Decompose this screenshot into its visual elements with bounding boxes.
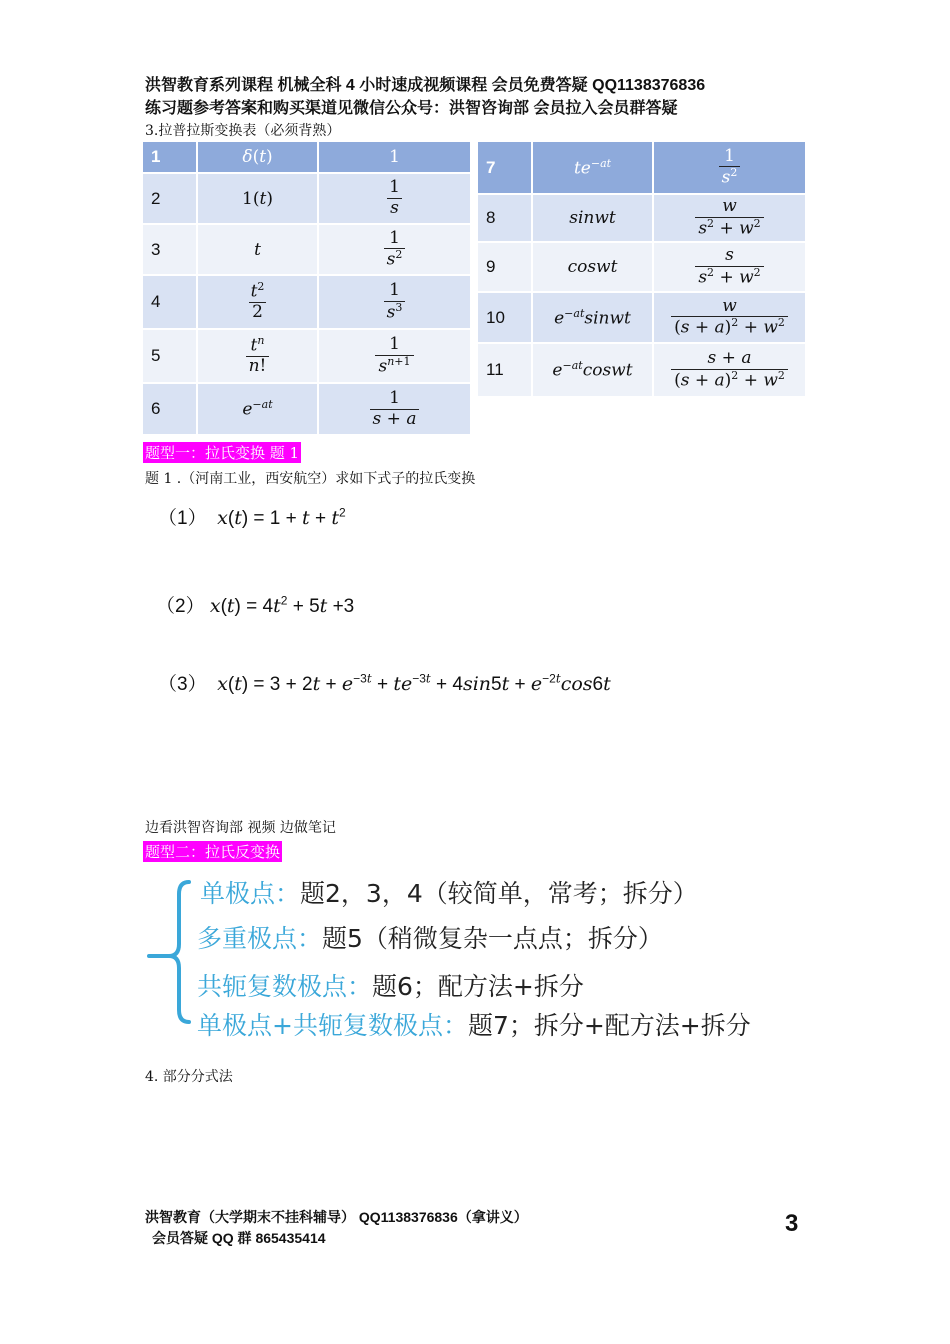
problem-type-1-tag: 题型一：拉氏变换 题 1	[145, 444, 300, 462]
time-function: $e^{-at}coswt$	[531, 342, 652, 396]
time-function: coswt	[531, 241, 652, 291]
footer-line-1: 洪智教育（大学期末不挂科辅导） QQ1138376836（拿讲义）	[145, 1209, 528, 1225]
table-row	[478, 342, 805, 396]
row-number: 9	[478, 241, 531, 291]
video-note: 边看洪智咨询部 视频 边做笔记	[145, 820, 336, 836]
row-number: 1	[143, 142, 196, 172]
row-number: 8	[478, 193, 531, 241]
row-number: 11	[478, 342, 531, 396]
laplace-function: $\frac{1}{s^{n+1}}$	[317, 328, 470, 382]
row-number: 3	[143, 223, 196, 274]
table-row	[478, 193, 805, 241]
mindmap-row-3	[197, 967, 584, 1003]
footer-line-2: 会员答疑 QQ 群 865435414	[152, 1230, 326, 1246]
equation-2: （2） $x(t) = 4t^2 + 5t +3$	[156, 593, 355, 617]
laplace-function: 1	[317, 142, 470, 172]
row-number: 6	[143, 382, 196, 434]
table-row	[143, 223, 470, 274]
laplace-function: $\frac{1}{s}$	[317, 172, 470, 223]
page-number: 3	[785, 1210, 799, 1237]
row-number: 7	[478, 142, 531, 193]
time-function: $e^{-at}sinwt$	[531, 291, 652, 342]
laplace-function: $\frac{1}{s^2}$	[317, 223, 470, 274]
mindmap-key: 多重极点：	[197, 924, 323, 953]
mindmap-bracket	[145, 870, 205, 1040]
row-number: 2	[143, 172, 196, 223]
equation-3: （3） $x(t) = 3 + 2t + e^{-3t} + te^{-3t} + 4\sin 5t + e^{-2t}\cos 6t$	[158, 671, 611, 695]
problem-1-intro: 题 1 .（河南工业，西安航空）求如下式子的拉氏变换	[145, 471, 476, 487]
table-row	[143, 142, 470, 172]
equation-1: （1） $x(t) = 1 + t + t^2$	[158, 505, 346, 529]
time-function: $te^{-at}$	[531, 142, 652, 193]
mindmap-value: 题2，3，4（较简单，常考；拆分）	[300, 879, 698, 908]
problem-type-2-tag: 题型二：拉氏反变换	[145, 843, 281, 861]
row-number: 5	[143, 328, 196, 382]
item-label: （3）	[158, 674, 207, 695]
table-row	[143, 274, 470, 328]
mindmap-value: 题7；拆分+配方法+拆分	[467, 1011, 751, 1040]
time-function: $\frac{t^n}{n!}$	[196, 328, 317, 382]
table-row	[478, 241, 805, 291]
time-function: sinwt	[531, 193, 652, 241]
laplace-function: $\frac{w}{s^2 + w^2}$	[652, 193, 805, 241]
section-3-title: 3.拉普拉斯变换表（必须背熟）	[145, 123, 341, 139]
mindmap-value: 题5（稍微复杂一点点；拆分）	[322, 924, 663, 953]
time-function: 1(t)	[196, 172, 317, 223]
row-number: 10	[478, 291, 531, 342]
laplace-table-left	[143, 142, 470, 434]
table-row	[143, 172, 470, 223]
laplace-function: $\frac{s}{s^2 + w^2}$	[652, 241, 805, 291]
time-function: δ(t)	[196, 142, 317, 172]
mindmap-row-4	[197, 1006, 751, 1042]
item-label: （1）	[158, 508, 207, 529]
table-row	[143, 328, 470, 382]
time-function: $\frac{t^2}{2}$	[196, 274, 317, 328]
time-function: t	[196, 223, 317, 274]
laplace-table-right	[478, 142, 805, 396]
mindmap-value: 题6；配方法+拆分	[372, 972, 584, 1001]
mindmap-key: 单极点：	[200, 879, 301, 908]
laplace-function: $\frac{1}{s^3}$	[317, 274, 470, 328]
mindmap-key: 共轭复数极点：	[197, 972, 373, 1001]
laplace-function: $\frac{1}{s + a}$	[317, 382, 470, 434]
time-function: $e^{-at}$	[196, 382, 317, 434]
mindmap-row-1	[200, 874, 698, 910]
table-row	[143, 382, 470, 434]
header-line-2: 练习题参考答案和购买渠道见微信公众号：洪智咨询部 会员拉入会员群答疑	[145, 100, 678, 117]
laplace-function: $\frac{1}{s^2}$	[652, 142, 805, 193]
mindmap-key: 单极点+共轭复数极点：	[197, 1011, 468, 1040]
laplace-function: $\frac{w}{(s + a)^2 + w^2}$	[652, 291, 805, 342]
header-line-1: 洪智教育系列课程 机械全科 4 小时速成视频课程 会员免费答疑 QQ1138376836	[145, 77, 706, 94]
item-label: （2）	[156, 596, 205, 617]
laplace-function: $\frac{s + a}{(s + a)^2 + w^2}$	[652, 342, 805, 396]
row-number: 4	[143, 274, 196, 328]
section-4-title: 4. 部分分式法	[145, 1069, 233, 1085]
table-row	[478, 142, 805, 193]
mindmap-row-2	[197, 919, 663, 955]
table-row	[478, 291, 805, 342]
